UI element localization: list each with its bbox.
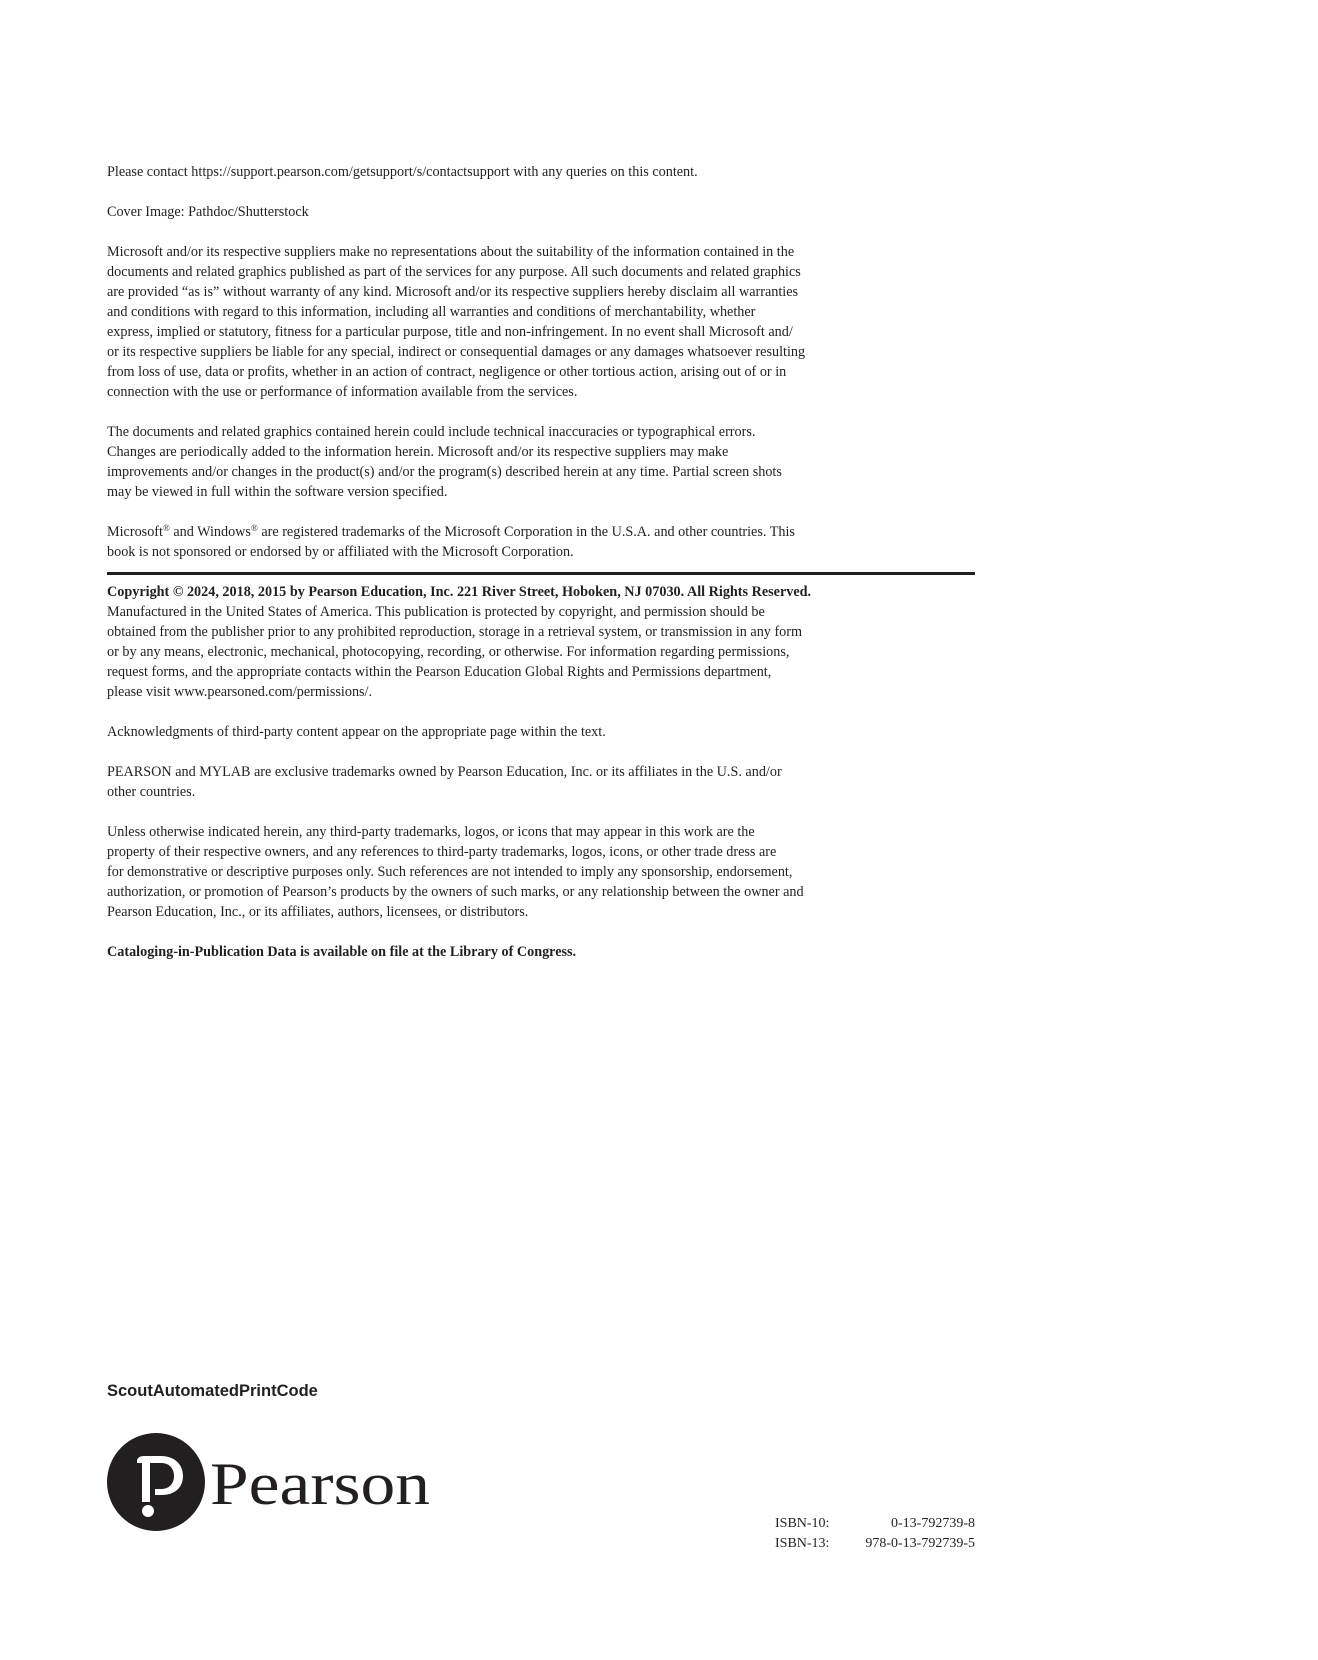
text-line: for demonstrative or descriptive purposes only. Such references are not intended to imply any sponsorship, endorsement,: [107, 864, 793, 880]
pearson-trademarks-paragraph: [107, 762, 975, 802]
text-line: Changes are periodically added to the information herein. Microsoft and/or its respective suppliers may make: [107, 444, 729, 460]
contact-paragraph: Please contact https://support.pearson.com/getsupport/s/contactsupport with any queries on this content.: [107, 164, 698, 180]
isbn-label: ISBN-10:: [775, 1516, 830, 1531]
text-line: improvements and/or changes in the product(s) and/or the program(s) described herein at any time. Partial screen shots: [107, 464, 782, 480]
text-line: are provided “as is” without warranty of any kind. Microsoft and/or its respective suppliers hereby disclaim all warranties: [107, 284, 799, 300]
technical-inaccuracies-paragraph: [107, 422, 975, 502]
acknowledgments-paragraph: Acknowledgments of third-party content appear on the appropriate page within the text.: [107, 724, 606, 740]
registered-mark: ®: [250, 523, 258, 533]
print-code: ScoutAutomatedPrintCode: [107, 1382, 318, 1400]
text-line: connection with the use or performance of information available from the services.: [107, 384, 578, 400]
isbn-label: ISBN-13:: [775, 1536, 830, 1551]
copyright-paragraph: [107, 582, 975, 702]
text-line: may be viewed in full within the software version specified.: [107, 484, 448, 500]
text-line: [107, 522, 975, 542]
text-line: PEARSON and MYLAB are exclusive trademarks owned by Pearson Education, Inc. or its affiliates in the U.S. and/or: [107, 764, 782, 780]
isbn-value: 0-13-792739-8: [891, 1516, 975, 1531]
pearson-p-icon: [107, 1433, 205, 1531]
cataloging-paragraph: Cataloging-in-Publication Data is available on file at the Library of Congress.: [107, 944, 577, 960]
isbn-value: 978-0-13-792739-5: [865, 1536, 975, 1551]
third-party-paragraph: [107, 822, 975, 922]
text-line: book is not sponsored or endorsed by or affiliated with the Microsoft Corporation.: [107, 544, 574, 560]
trademarks-paragraph: [107, 522, 975, 562]
text-line: please visit www.pearsoned.com/permissions/.: [107, 684, 373, 700]
text-line: Unless otherwise indicated herein, any third-party trademarks, logos, or icons that may appear in this work are the: [107, 824, 755, 840]
pearson-wordmark: Pearson: [210, 1451, 430, 1517]
text-line: or by any means, electronic, mechanical, photocopying, recording, or otherwise. For information regarding permissions,: [107, 644, 790, 660]
text-line: The documents and related graphics contained herein could include technical inaccuracies or typographical errors.: [107, 424, 756, 440]
trademark-microsoft: Microsoft: [107, 524, 163, 540]
copyright-page-content: [107, 162, 975, 982]
registered-mark: ®: [162, 523, 170, 533]
trademark-rest: are registered trademarks of the Microsoft Corporation in the U.S.A. and other countries. This: [257, 524, 795, 540]
text-line: Microsoft and/or its respective suppliers make no representations about the suitability of the information contained in the: [107, 244, 795, 260]
text-line: authorization, or promotion of Pearson’s products by the owners of such marks, or any relationship between the owner and: [107, 884, 804, 900]
pearson-logo: [106, 1432, 436, 1532]
isbn-block: [775, 1514, 975, 1554]
text-line: obtained from the publisher prior to any prohibited reproduction, storage in a retrieval system, or transmission in any form: [107, 624, 803, 640]
text-line: Manufactured in the United States of America. This publication is protected by copyright, and permission should be: [107, 604, 765, 620]
microsoft-disclaimer-paragraph: [107, 242, 975, 402]
text-line: Pearson Education, Inc., or its affiliates, authors, licensees, or distributors.: [107, 904, 529, 920]
text-line: property of their respective owners, and any references to third-party trademarks, logos, icons, or other trade dress are: [107, 844, 777, 860]
text-line: and conditions with regard to this information, including all warranties and conditions of merchantability, whether: [107, 304, 756, 320]
text-line: or its respective suppliers be liable for any special, indirect or consequential damages or any damages whatsoever resulting: [107, 344, 806, 360]
text-line: other countries.: [107, 784, 196, 800]
isbn-13-row: [775, 1534, 975, 1554]
text-line: from loss of use, data or profits, whether in an action of contract, negligence or other tortious action, arising out of or in: [107, 364, 787, 380]
trademark-and: and: [169, 524, 198, 540]
divider-rule: [107, 572, 975, 575]
trademark-windows: Windows: [197, 524, 251, 540]
cover-image-credit: Cover Image: Pathdoc/Shutterstock: [107, 204, 309, 220]
copyright-heading: Copyright © 2024, 2018, 2015 by Pearson Education, Inc. 221 River Street, Hoboken, NJ 07030. All Rights Reserved.: [107, 584, 812, 600]
text-line: documents and related graphics published as part of the services for any purpose. All such documents and related graphics: [107, 264, 801, 280]
isbn-10-row: [775, 1514, 975, 1534]
text-line: express, implied or statutory, fitness for a particular purpose, title and non-infringement. In no event shall Microsoft and/: [107, 324, 793, 340]
text-line: request forms, and the appropriate contacts within the Pearson Education Global Rights and Permissions department,: [107, 664, 772, 680]
